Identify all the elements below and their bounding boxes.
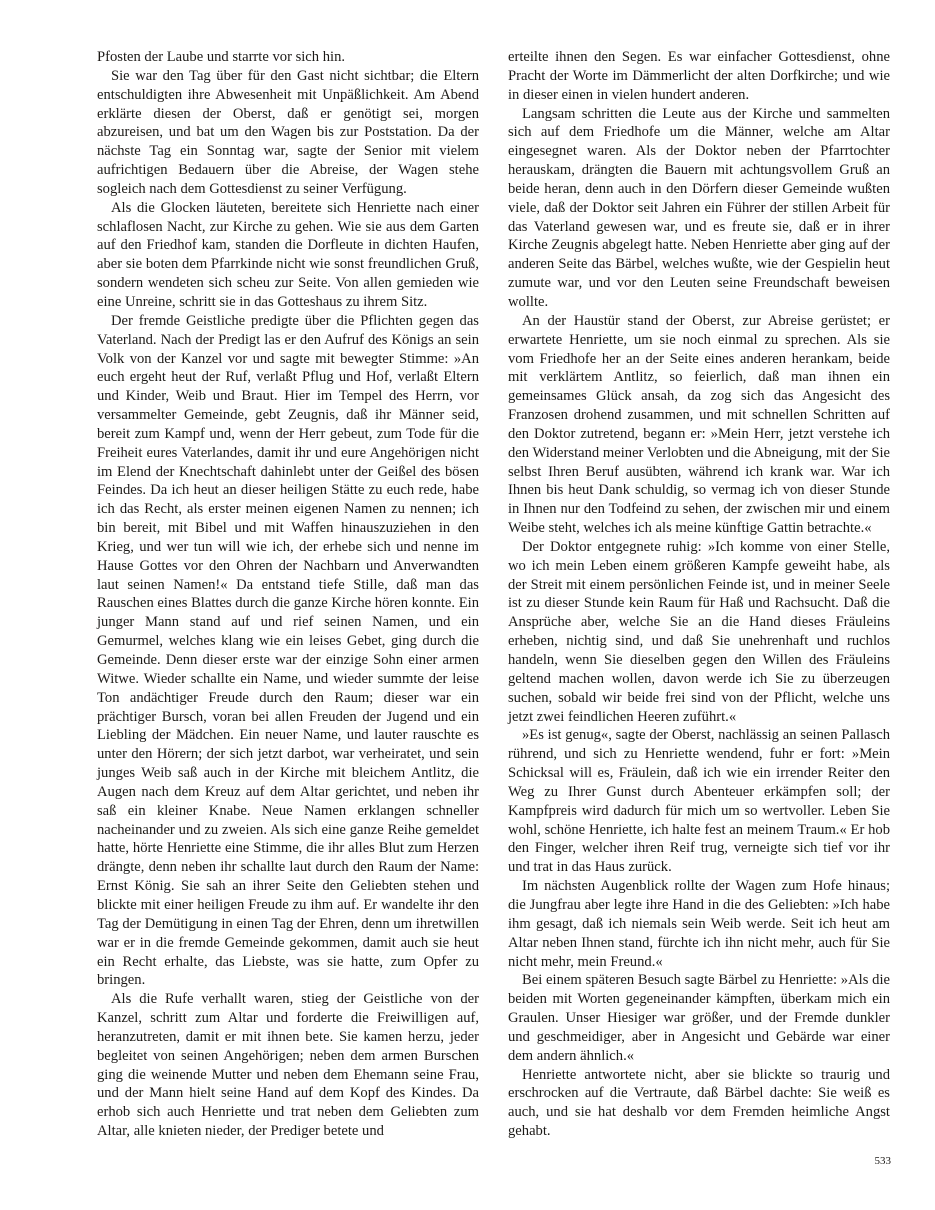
paragraph: erteilte ihnen den Segen. Es war einfacher Gottesdienst, ohne Pracht der Worte im Dämmerlicht der alten Dorfkirche; und wie in dieser einen in vielen hundert anderen. — [508, 49, 890, 103]
right-column — [508, 48, 890, 1141]
paragraph: Langsam schritten die Leute aus der Kirche und sammelten sich auf dem Friedhofe um die Männer, welche am Altar eingesegnet waren. Als der Doktor neben der Pfarrtochter herauskam, drängten die Bauern mit achtungsvollem Gruß an beide heran, denn auch in den Dörfern dieser Gemeinde wußten viele, daß der Doktor seit Jahren ein Führer der stillen Arbeit für das Vaterland gewesen war, und es freute sie, daß er in ihrer Kirche Zeugnis abgelegt hatte. Neben Henriette aber ging auf der anderen Seite das Bärbel, welches wußte, wie der Gespielin heut zumute war, und vor den Leuten seine Freundschaft beweisen wollte. — [508, 105, 890, 310]
paragraph: »Es ist genug«, sagte der Oberst, nachlässig an seinen Pallasch rührend, und sich zu Henriette wendend, fuhr er fort: »Mein Schicksal will es, Fräulein, daß ich wie ein irrender Reiter den Weg zu Ihrer Gunst durch Abenteuer erkämpfen soll; der Kampfpreis wird dadurch für mich um so wertvoller. Leben Sie wohl, schöne Henriette, ich halte fest an meinem Traum.« Er hob den Finger, welcher ihren Reif trug, verneigte sich tief vor ihr und trat in das Haus zurück. — [508, 727, 890, 876]
left-column — [97, 48, 479, 1141]
paragraph: Sie war den Tag über für den Gast nicht sichtbar; die Eltern entschuldigten ihre Abwesenheit mit Unpäßlichkeit. Am Abend erklärte diesen der Oberst, daß er genötigt sei, morgen abzureisen, und bat um den Wagen bis zur Poststation. Da der nächste Tag ein Sonntag war, sagte der Senior mit vielem aufrichtigen Bedauern über die Abreise, der Wagen stehe sogleich nach dem Gottesdienst zu seiner Verfügung. — [97, 67, 479, 197]
paragraph: Der Doktor entgegnete ruhig: »Ich komme von einer Stelle, wo ich mein Leben einem größeren Kampfe geweiht habe, als der Streit mit einem persönlichen Feinde ist, und in meiner Seele ist zu dieser Stunde kein Raum für Haß und Rachsucht. Daß die Ansprüche aber, welche Sie an die Hand dieses Fräuleins erheben, nichtig sind, und daß Sie unehrenhaft und ruchlos handeln, wenn Sie dieselben gegen den Willen des Fräuleins geltend machen wollen, davon werde ich Sie zu überzeugen suchen, sobald wir beide frei sind von der Pflicht, welche uns jetzt zwei feindlichen Heeren zuführt.« — [508, 538, 890, 725]
paragraph: Als die Glocken läuteten, bereitete sich Henriette nach einer schlaflosen Nacht, zur Kirche zu gehen. Wie sie aus dem Garten auf den Friedhof kam, standen die Dorfleute in dichten Haufen, aber sie boten dem Pfarrkinde nicht wie sonst freundlichen Gruß, sondern wendeten sich scheu zur Seite. Von allen gemieden wie eine Unreine, schritt sie in das Gotteshaus zu ihrem Sitz. — [97, 199, 479, 310]
paragraph: Im nächsten Augenblick rollte der Wagen zum Hofe hinaus; die Jungfrau aber legte ihre Hand in die des Geliebten: »Ich habe ihm gesagt, daß ich niemals sein Weib werde. Seit ich heut am Altar neben Ihnen stand, fürchte ich ihn nicht mehr, auch für Sie nicht mehr, mein Freund.« — [508, 878, 890, 970]
paragraph: Der fremde Geistliche predigte über die Pflichten gegen das Vaterland. Nach der Predigt las er den Aufruf des Königs an sein Volk von der Kanzel vor und sagte mit bewegter Stimme: »An euch ergeht heut der Ruf, verlaßt Pflug und Hof, verlaßt Eltern und Kinder, Weib und Braut. Hier im Tempel des Herrn, vor versammelter Gemeinde, gebt Zeugnis, daß ihr Männer seid, bereit zum Kampf und, wenn der Herr gebeut, zum Tode für die Freiheit eures Vaterlandes, damit ihr und eure Angehörigen nicht im Elend der Knechtschaft dahinlebt unter der Geißel des bösen Feindes. Da ich heut an dieser heiligen Stätte zu euch rede, habe ich das Recht, als erster meinen eigenen Namen zu nennen; ich bin bereit, mit Bibel und mit Waffen hinauszuziehen in den Krieg, und wer tun will wie ich, der erhebe sich und nenne im Hause Gottes vor den Ohren der Nachbarn und Anverwandten laut seinen Namen!« Da entstand tiefe Stille, daß man das Rauschen eines Blattes durch die ganze Kirche hören konnte. Ein junger Mann stand auf und rief seinen Namen, und ein Gemurmel, welches klang wie ein leises Gebet, ging durch die Gemeinde. Denn dieser erste war der einzige Sohn einer armen Witwe. Wieder schallte ein Name, und wieder summte der leise Ton andächtiger Freude durch den Raum; dieser war ein prächtiger Bursch, voran bei allen Freuden der Jugend und ein Liebling der Mädchen. Ein neuer Name, und lauter rauschte es unter den Hörern; der sich jetzt darbot, war verheiratet, und sein junges Weib saß auch in der Kirche mit bleichem Antlitz, die Augen nach dem Kreuz auf dem Altar gerichtet, und neben ihr saß ein kleiner Knabe. Neue Namen erklangen schneller nacheinander und zu zweien. Als sich eine ganze Reihe gemeldet hatte, hörte Henriette eine Stimme, die ihr alles Blut zum Herzen drängte, denn neben ihr schallte laut durch den Raum der Name: Ernst König. Sie sah an ihrer Seite den Geliebten stehen und blickte mit einer heiligen Freude zu ihm auf. Er wandelte ihr den Tag der Demütigung in einen Tag der Ehren, denn um ihretwillen war er in die fremde Gemeinde gekommen, damit auch sie heut ein Recht erhalte, das Liebste, was sie hatte, zum Opfer zu bringen. — [97, 312, 479, 989]
paragraph: Als die Rufe verhallt waren, stieg der Geistliche von der Kanzel, schritt zum Altar und forderte die Freiwilligen auf, heranzutreten, damit er mit ihnen bete. Sie kamen herzu, jeder begleitet von seinen Angehörigen; neben dem armen Burschen ging die weinende Mutter und neben dem Ehemann seine Frau, und der Mann hielt seine Hand auf dem Kopf des Kindes. Da erhob sich auch Henriette und trat neben dem Geliebten zum Altar, alle knieten nieder, der Prediger betete und — [97, 991, 479, 1140]
page-number: 533 — [874, 1155, 891, 1167]
paragraph: Bei einem späteren Besuch sagte Bärbel zu Henriette: »Als die beiden mit Worten gegeneinander kämpften, überkam mich ein Graulen. Unser Hiesiger war größer, und der Fremde dunkler und geschmeidiger, aber in Angesicht und Gebärde war einer dem andern ähnlich.« — [508, 972, 890, 1064]
paragraph: Pfosten der Laube und starrte vor sich hin. — [97, 49, 346, 65]
paragraph: An der Haustür stand der Oberst, zur Abreise gerüstet; er erwartete Henriette, um sie noch einmal zu sprechen. Als sie vom Friedhofe her an der Seite eines anderen herankam, beide mit verklärtem Antlitz, so feierlich, daß man ihnen ein gemeinsames Glück ansah, da zog sich das Angesicht des Franzosen drohend zusammen, und mit schnellen Schritten auf den Doktor zutretend, begann er: »Mein Herr, jetzt verstehe ich den Widerstand meiner Verlobten und die Abneigung, mit der Sie selbst Ihren Beruf ausübten, während ich krank war. War ich Ihnen bis heut Dank schuldig, so vermag ich von dieser Stunde in Ihnen nur den Todfeind zu sehen, der zwischen mir und einem Weibe steht, welches ich als meine künftige Gattin betrachte.« — [508, 312, 890, 537]
paragraph: Henriette antwortete nicht, aber sie blickte so traurig und erschrocken auf die Vertraute, daß Bärbel dachte: Sie weiß es auch, und sie hat deshalb vor dem Fremden heimliche Angst gehabt. — [508, 1066, 890, 1140]
